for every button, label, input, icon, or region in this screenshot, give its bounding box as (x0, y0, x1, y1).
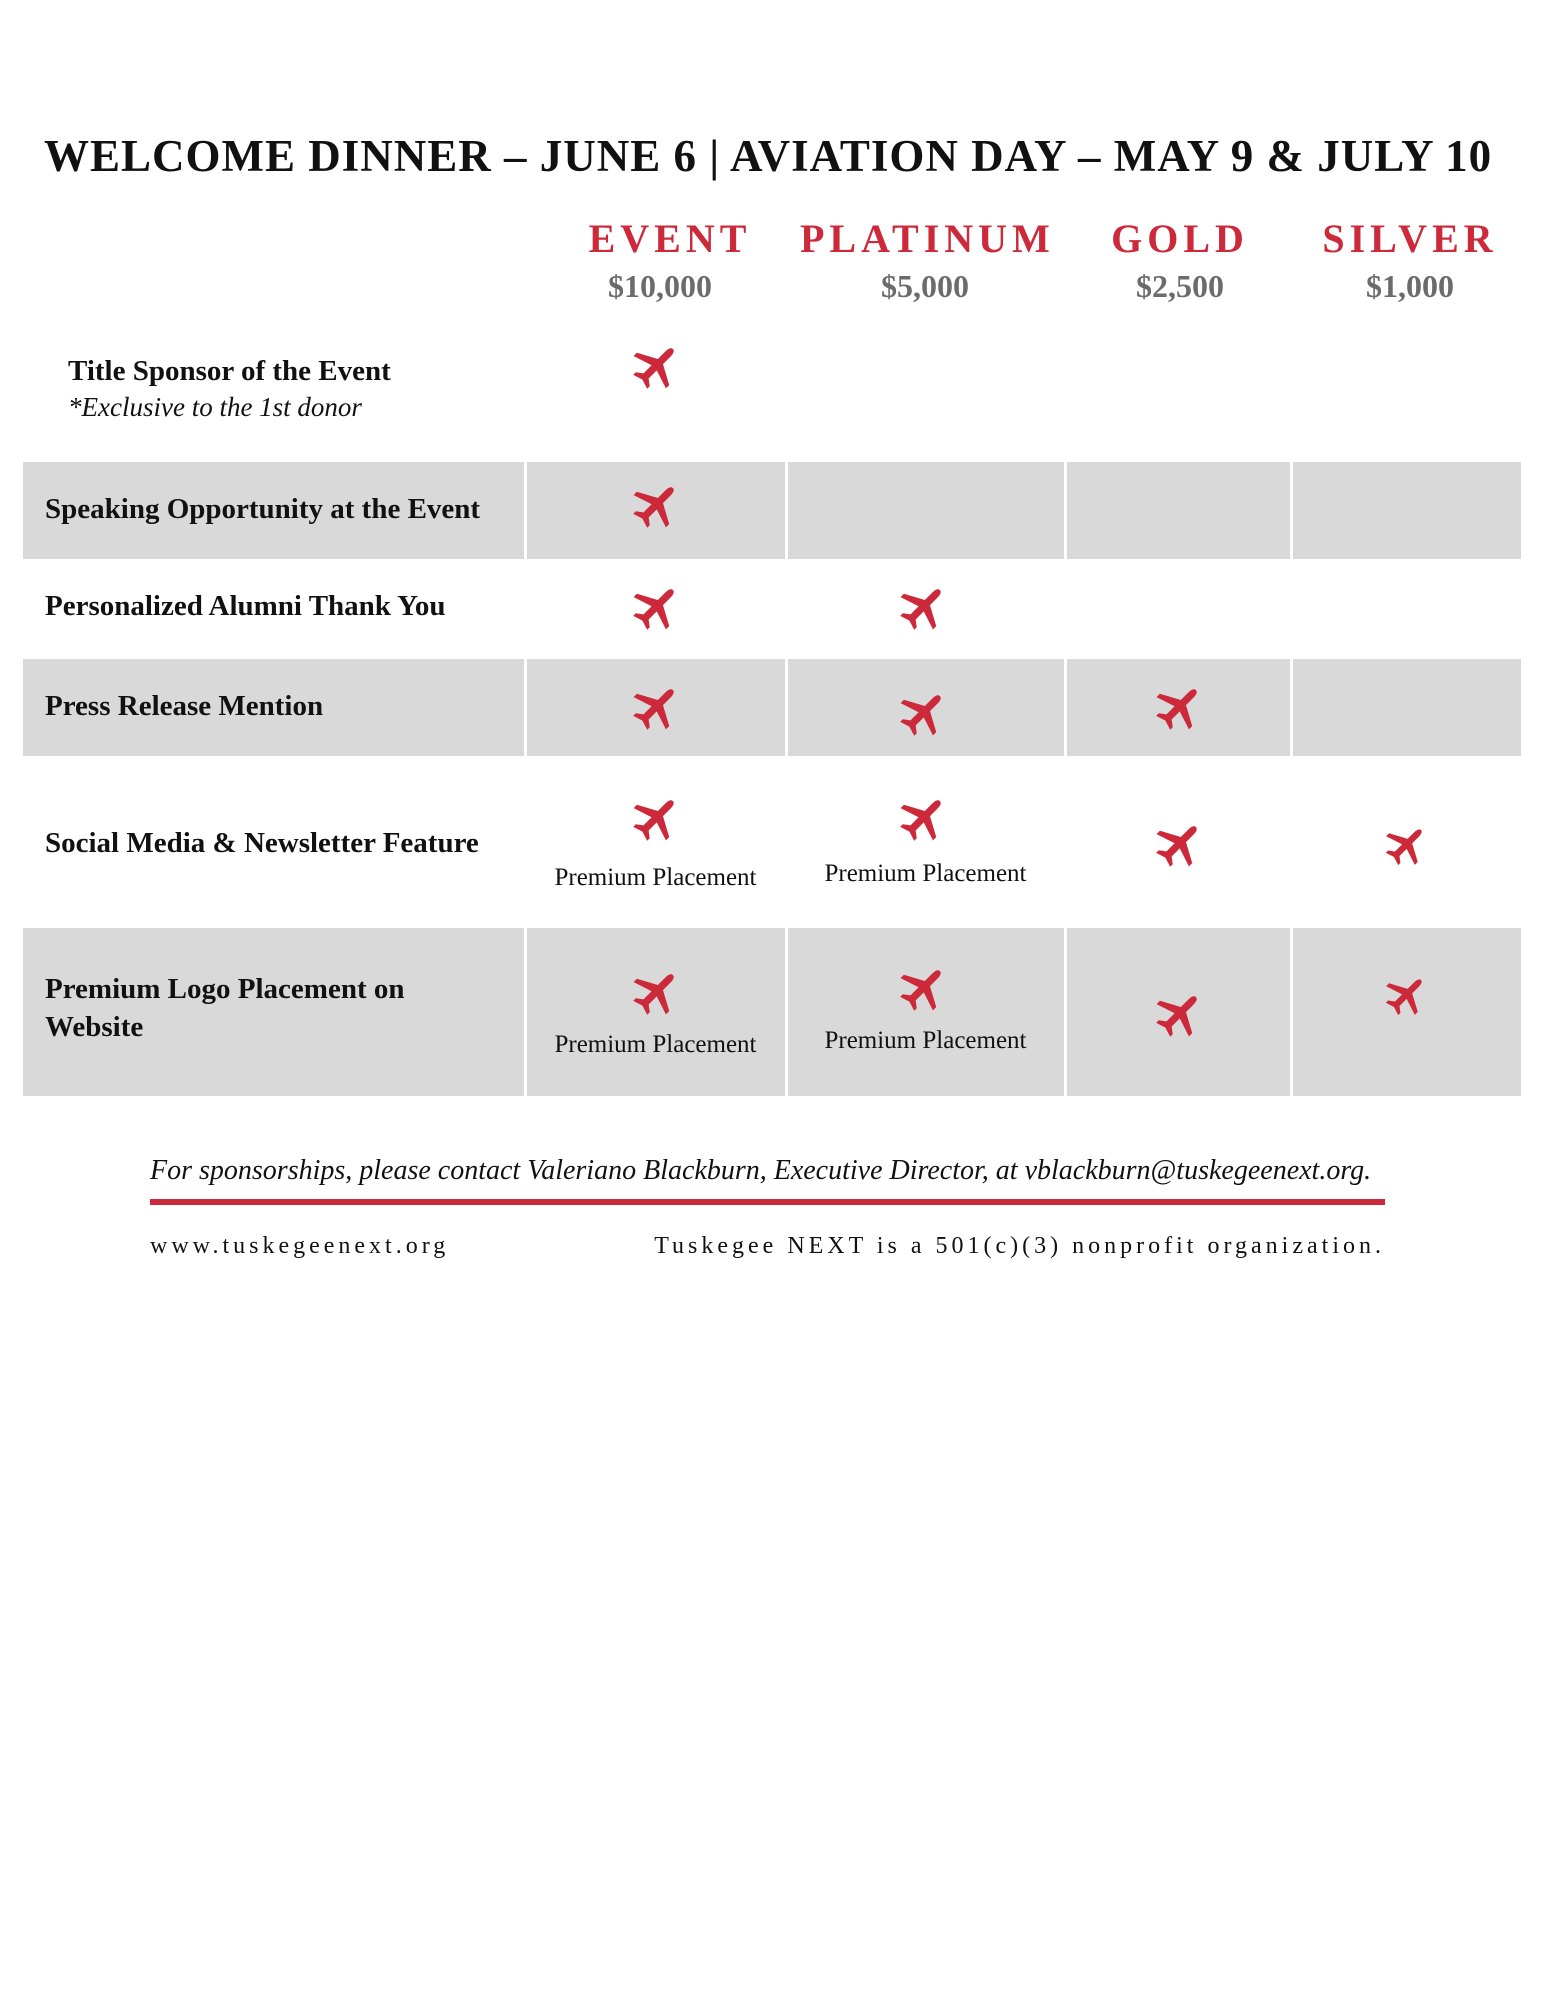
tier-event (560, 215, 780, 305)
airplane-icon (630, 581, 682, 633)
premium-placement-note: Premium Placement (554, 864, 757, 891)
airplane-icon (1153, 818, 1205, 870)
benefit-label: Social Media & Newsletter Feature (45, 827, 479, 859)
tier-name: SILVER (1322, 216, 1498, 261)
airplane-icon (1383, 822, 1429, 868)
premium-placement-note: Premium Placement (824, 1027, 1027, 1054)
nonprofit-statement: Tuskegee NEXT is a 501(c)(3) nonprofit organization. (654, 1233, 1385, 1259)
tier-name: GOLD (1111, 216, 1249, 261)
tier-price: $1,000 (1366, 268, 1454, 304)
benefit-label: Speaking Opportunity at the Event (45, 493, 481, 525)
benefit-row-speaking (23, 462, 1521, 559)
airplane-icon (630, 792, 682, 844)
airplane-icon (1153, 988, 1205, 1040)
benefit-label: Personalized Alumni Thank You (45, 590, 446, 622)
benefit-note: *Exclusive to the 1st donor (68, 392, 362, 422)
tier-price: $10,000 (608, 268, 712, 304)
airplane-icon (1383, 972, 1429, 1018)
divider (150, 1199, 1385, 1205)
benefit-label (45, 970, 404, 1046)
tier-gold (1070, 215, 1290, 305)
benefit-row-press-release (23, 659, 1521, 756)
benefit-label-line: Premium Logo Placement on (45, 973, 405, 1005)
benefit-label: Press Release Mention (45, 690, 324, 722)
airplane-icon (630, 479, 682, 531)
airplane-icon (1153, 681, 1205, 733)
benefit-row-logo-placement (23, 928, 1521, 1096)
airplane-icon (897, 581, 949, 633)
tier-name: PLATINUM (800, 216, 1055, 261)
tier-price: $2,500 (1136, 268, 1224, 304)
benefit-row-thank-you (23, 559, 1521, 659)
benefit-row-title-sponsor (23, 330, 1521, 460)
tier-price: $5,000 (881, 268, 969, 304)
benefit-row-social-media (23, 756, 1521, 928)
premium-placement-note: Premium Placement (554, 1031, 757, 1058)
tier-platinum (800, 215, 1055, 305)
tier-silver (1300, 215, 1520, 305)
airplane-icon (630, 966, 682, 1018)
benefit-label-line: Website (45, 1011, 144, 1043)
airplane-icon (630, 681, 682, 733)
page-title: WELCOME DINNER – JUNE 6 | AVIATION DAY – MAY 9 & JULY 10 (44, 131, 1493, 181)
contact-text: For sponsorships, please contact Valeriano Blackburn, Executive Director, at vblackburn@tuskegeenext.org. (150, 1155, 1372, 1186)
tier-name: EVENT (588, 216, 752, 261)
benefit-label: Title Sponsor of the Event (68, 355, 391, 387)
premium-placement-note: Premium Placement (824, 860, 1027, 887)
website-link[interactable]: www.tuskegeenext.org (150, 1233, 450, 1259)
airplane-icon (630, 340, 682, 392)
airplane-icon (897, 792, 949, 844)
airplane-icon (897, 962, 949, 1014)
airplane-icon (897, 687, 949, 739)
